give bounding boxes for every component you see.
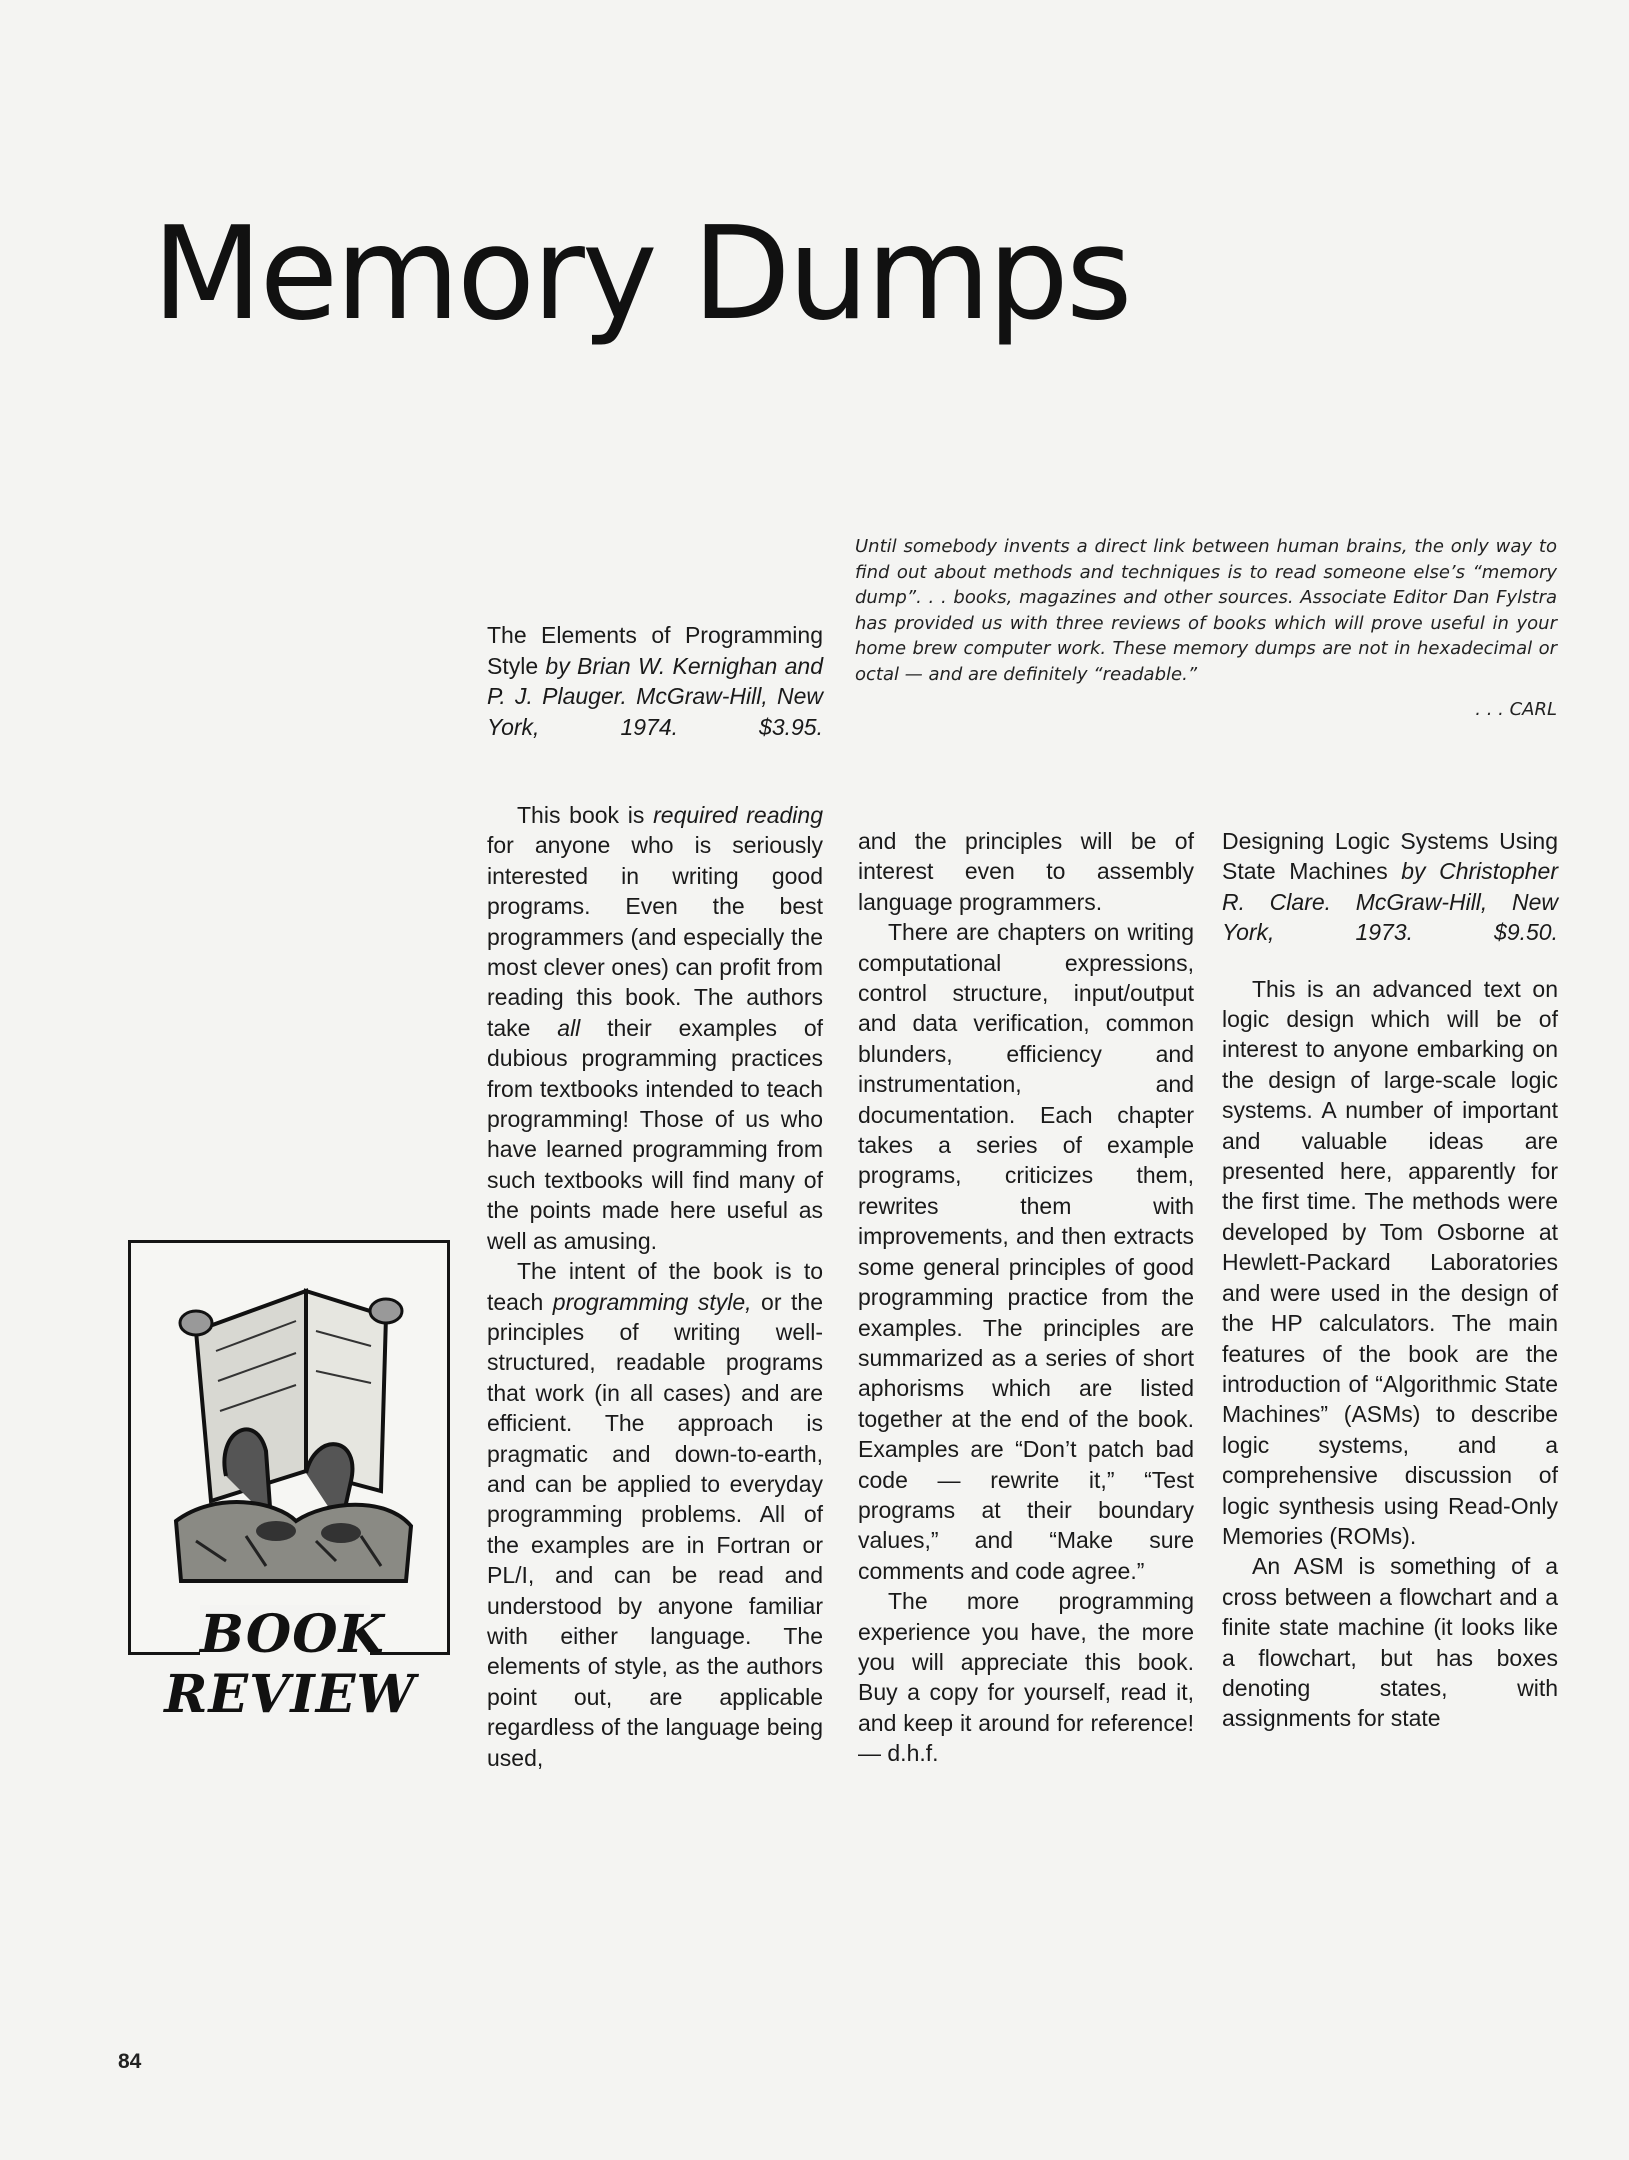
column-1 [487,800,823,1773]
review2-paragraph-2: An ASM is something of a cross between a flowchart and a finite state machine (it looks like a flowchart, but has boxes denoting states, with assignments for state [1222,1553,1558,1732]
review1-paragraph-2-continued: and the principles will be of interest even to assembly language programmers. [858,828,1194,915]
column-2 [858,826,1194,1769]
page-title: Memory Dumps [152,200,1130,349]
review2-heading [1222,826,1558,948]
review1-paragraph-2: The intent of the book is to teach programming style, or the principles of writing well-structured, readable programs that work (in all cases) and are efficient. The approach is pragmatic and down-to-earth, and can be applied to everyday programming problems. All of the examples are in Fortran or PL/I, and can be read and understood by anyone familiar with either language. The elements of style, as the authors point out, are applicable regardless of the language being used, [487,1258,823,1771]
review1-byline: by Brian W. Kernighan and P. J. Plauger. McGraw-Hill, New York, 1974. $3.95. [487,652,823,740]
editor-intro [855,534,1557,723]
review1-paragraph-4: The more programming experience you have, the more you will appreciate this book. Buy a copy for yourself, read it, and keep it around for reference! — d.h.f. [858,1588,1194,1767]
intro-signature: . . . CARL [1475,699,1557,720]
book-review-illustration-box [128,1240,450,1655]
book-review-label-line-1: BOOK [200,1604,385,1665]
review1-paragraph-1: This book is required reading for anyone who is seriously interested in writing good programs. Even the best programmers (and especially the most clever ones) can profit from reading this book. The authors take all their examples of dubious programming practices from textbooks intended to teach programming! Those of us who have learned programming from such textbooks will find many of the points made here useful as well as amusing. [487,802,824,1254]
book-review-label [120,1605,460,1725]
column-3 [1222,826,1558,1734]
intro-text: Until somebody invents a direct link between human brains, the only way to find out about methods and techniques is to read someone else’s “memory dump”. . . books, magazines and other sources. Associate Editor Dan Fylstra has provided us with three reviews of books which will prove useful in your home brew computer work. These memory dumps are not in hexadecimal or octal — and are definitely “readable.” [855,536,1557,685]
book-review-label-line-2: REVIEW [120,1665,460,1725]
review2-paragraph-1: This is an advanced text on logic design which will be of interest to anyone embarking on the design of large-scale logic systems. A number of important and valuable ideas are presented here, apparently for the first time. The methods were developed by Tom Osborne at Hewlett-Packard Laboratories and were used in the design of the HP calculators. The main features of the book are the introduction of “Algorithmic State Machines” (ASMs) to describe logic systems, and a comprehensive discussion of logic synthesis using Read-Only Memories (ROMs). [1222,975,1558,1549]
review1-heading [487,620,823,742]
review2-book-title: Designing Logic Systems Using State Machines [1222,828,1558,885]
review2-byline: by Christopher R. Clare. McGraw-Hill, New York, 1973. $9.50. [1222,858,1558,946]
review1-book-title: The Elements of Programming Style [487,622,823,679]
review1-paragraph-3: There are chapters on writing computational expressions, control structure, input/output and data verification, common blunders, efficiency and instrumentation, and documentation. Each chapter takes a series of example programs, criticizes them, rewrites them with improvements, and then extracts some general principles of good programming practice from the examples. The principles are summarized as a series of short aphorisms which are listed together at the end of the book. Examples are “Don’t patch bad code — rewrite it,” “Test programs at their boundary values,” and “Make sure comments and code agree.” [858,919,1194,1584]
reader-illustration-icon [156,1261,426,1591]
page-number: 84 [118,2050,142,2073]
